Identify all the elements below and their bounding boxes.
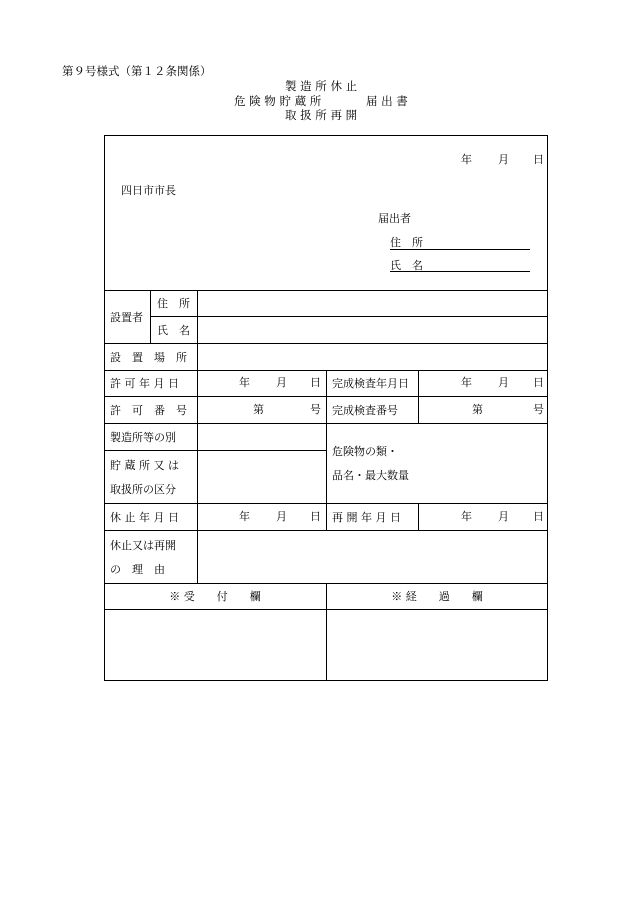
notifier-address-label: 住 所 <box>390 236 423 249</box>
suspend-date-day: 日 <box>310 510 321 523</box>
completion-number-label: 完成検査番号 <box>332 403 398 417</box>
title-line-2-right: 届 出 書 <box>366 94 408 108</box>
installer-name-field[interactable] <box>198 317 547 343</box>
permit-date-year: 年 <box>239 376 250 389</box>
progress-label: ※ 経 過 欄 <box>391 590 483 603</box>
notifier-label: 届出者 <box>378 212 411 225</box>
location-label: 設 置 場 所 <box>110 350 187 364</box>
facility-type-label: 製造所等の別 <box>110 430 176 444</box>
header-year: 年 <box>461 153 472 166</box>
notifier-name-label: 氏 名 <box>390 259 423 272</box>
permit-date-day: 日 <box>310 376 321 389</box>
resume-date-year: 年 <box>461 510 472 523</box>
title-line-3: 取 扱 所 再 開 <box>285 108 358 122</box>
permit-date-label: 許 可 年 月 日 <box>110 377 179 390</box>
completion-number-suffix: 号 <box>533 403 544 416</box>
header-day: 日 <box>533 153 544 166</box>
completion-date-label: 完成検査年月日 <box>332 377 409 390</box>
suspend-date-month: 月 <box>276 510 287 523</box>
permit-date-month: 月 <box>276 376 287 389</box>
location-field[interactable] <box>198 344 547 370</box>
reception-field[interactable] <box>105 610 326 680</box>
resume-date-day: 日 <box>533 510 544 523</box>
addressee: 四日市市長 <box>121 184 176 197</box>
suspend-date-label: 休 止 年 月 日 <box>110 510 179 524</box>
completion-date-month: 月 <box>498 376 509 389</box>
progress-field[interactable] <box>327 610 547 680</box>
hazmat-label-line-1: 危険物の類・ <box>332 445 398 458</box>
division-label-line-1: 貯 蔵 所 又 は <box>110 459 179 472</box>
header-month: 月 <box>498 153 509 166</box>
title-line-1: 製 造 所 休 止 <box>285 79 358 93</box>
division-label-line-2: 取扱所の区分 <box>110 483 176 496</box>
suspend-date-year: 年 <box>239 510 250 523</box>
completion-date-year: 年 <box>461 376 472 389</box>
permit-number-suffix: 号 <box>310 403 321 416</box>
installer-label: 設置者 <box>110 310 143 324</box>
completion-date-day: 日 <box>533 376 544 389</box>
reception-label: ※ 受 付 欄 <box>169 590 261 603</box>
hazmat-label-line-2: 品名・最大数量 <box>332 469 409 482</box>
notifier-name-line <box>390 271 530 272</box>
permit-number-label: 許 可 番 号 <box>110 403 187 417</box>
resume-date-label: 再 開 年 月 日 <box>332 510 401 524</box>
title-line-2-left: 危 険 物 貯 蔵 所 <box>234 94 322 108</box>
installer-name-label: 氏 名 <box>157 323 190 337</box>
installer-address-field[interactable] <box>198 291 547 316</box>
form-code: 第９号様式（第１２条関係） <box>62 64 212 78</box>
reason-field[interactable] <box>198 531 547 583</box>
notifier-address-line <box>390 249 530 250</box>
resume-date-month: 月 <box>498 510 509 523</box>
reason-label-line-2: の 理 由 <box>110 563 165 576</box>
installer-address-label: 住 所 <box>157 297 190 310</box>
reason-label-line-1: 休止又は再開 <box>110 539 176 552</box>
permit-number-prefix: 第 <box>253 403 264 416</box>
completion-number-prefix: 第 <box>472 403 483 416</box>
